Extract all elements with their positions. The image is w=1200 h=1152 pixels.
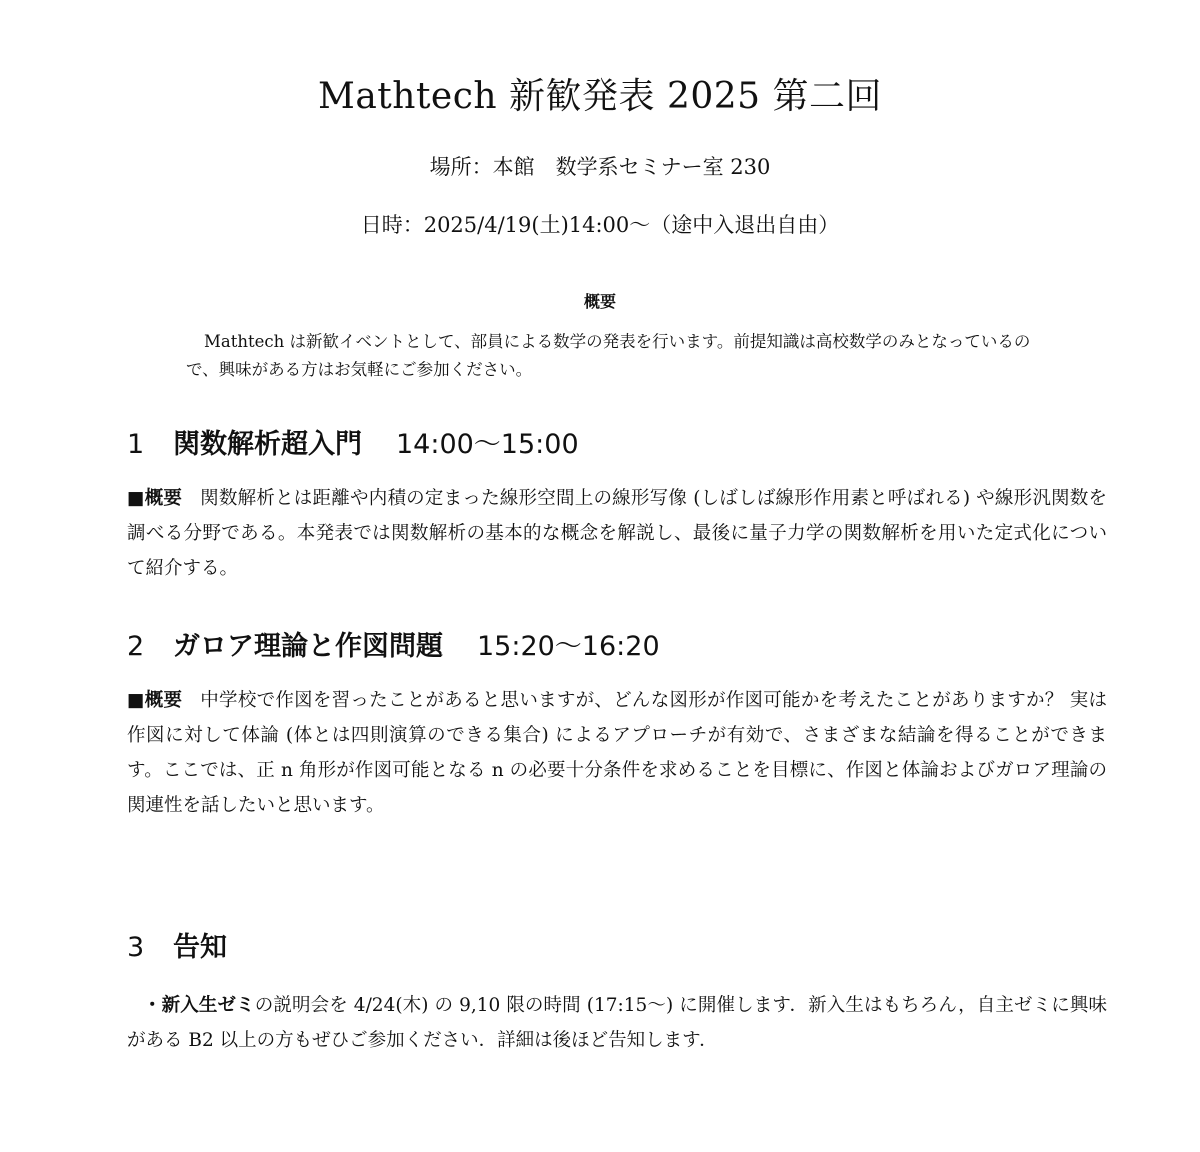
summary-text: 中学校で作図を習ったことがあると思いますが、どんな図形が作図可能かを考えたことがありますか？ 実は作図に対して体論 (体とは四則演算のできる集合) によるアプローチが有効で、さまざまな結論を得ることができます。ここでは、正 n 角形が作図可能となる n の必要十分条件を求めることを目標に、作図と体論およびガロア理論の関連性を話したいと思います。 [127, 690, 1107, 816]
section-number: 2 [127, 631, 145, 662]
announcement-highlight: 新入生ゼミ [161, 995, 255, 1016]
section-2-heading [127, 629, 660, 665]
announcement-body: の説明会を 4/24(木) の 9,10 限の時間 (17:15〜) に開催します．新入生はもちろん，自主ゼミに興味がある B2 以上の方もぜひご参加ください．詳細は後ほど告知します． [127, 995, 1107, 1051]
section-number: 1 [127, 429, 145, 460]
abstract-heading: 概要 [583, 292, 616, 311]
section-1-summary [127, 481, 1107, 586]
event-place: 場所：本館 数学系セミナー室 230 [429, 155, 771, 179]
announcement-text [127, 988, 1107, 1058]
section-time: 14:00〜15:00 [396, 429, 579, 460]
abstract-text: Mathtech は新歓イベントとして、部員による数学の発表を行います。前提知識は高校数学のみとなっているので、興味がある方はお気軽にご参加ください。 [186, 332, 1031, 379]
section-1-heading [127, 427, 579, 463]
event-datetime: 日時：2025/4/19(土)14:00〜（途中入退出自由） [360, 213, 840, 237]
document-title: Mathtech 新歓発表 2025 第二回 [317, 76, 883, 117]
section-time: 15:20〜16:20 [477, 631, 660, 662]
summary-text: 関数解析とは距離や内積の定まった線形空間上の線形写像 (しばしば線形作用素と呼ばれる) や線形汎関数を調べる分野である。本発表では関数解析の基本的な概念を解説し、最後に量子力学の関数解析を用いた定式化について紹介する。 [127, 488, 1108, 579]
summary-label: ■概要 [127, 488, 183, 509]
section-title: 告知 [173, 932, 227, 963]
section-3-heading [127, 930, 227, 966]
summary-label: ■概要 [127, 690, 183, 711]
section-2-summary [127, 683, 1107, 823]
section-title: 関数解析超入門 [173, 429, 362, 460]
section-title: ガロア理論と作図問題 [173, 631, 443, 662]
announcement-bullet: ・ [143, 995, 162, 1016]
section-number: 3 [127, 932, 145, 963]
